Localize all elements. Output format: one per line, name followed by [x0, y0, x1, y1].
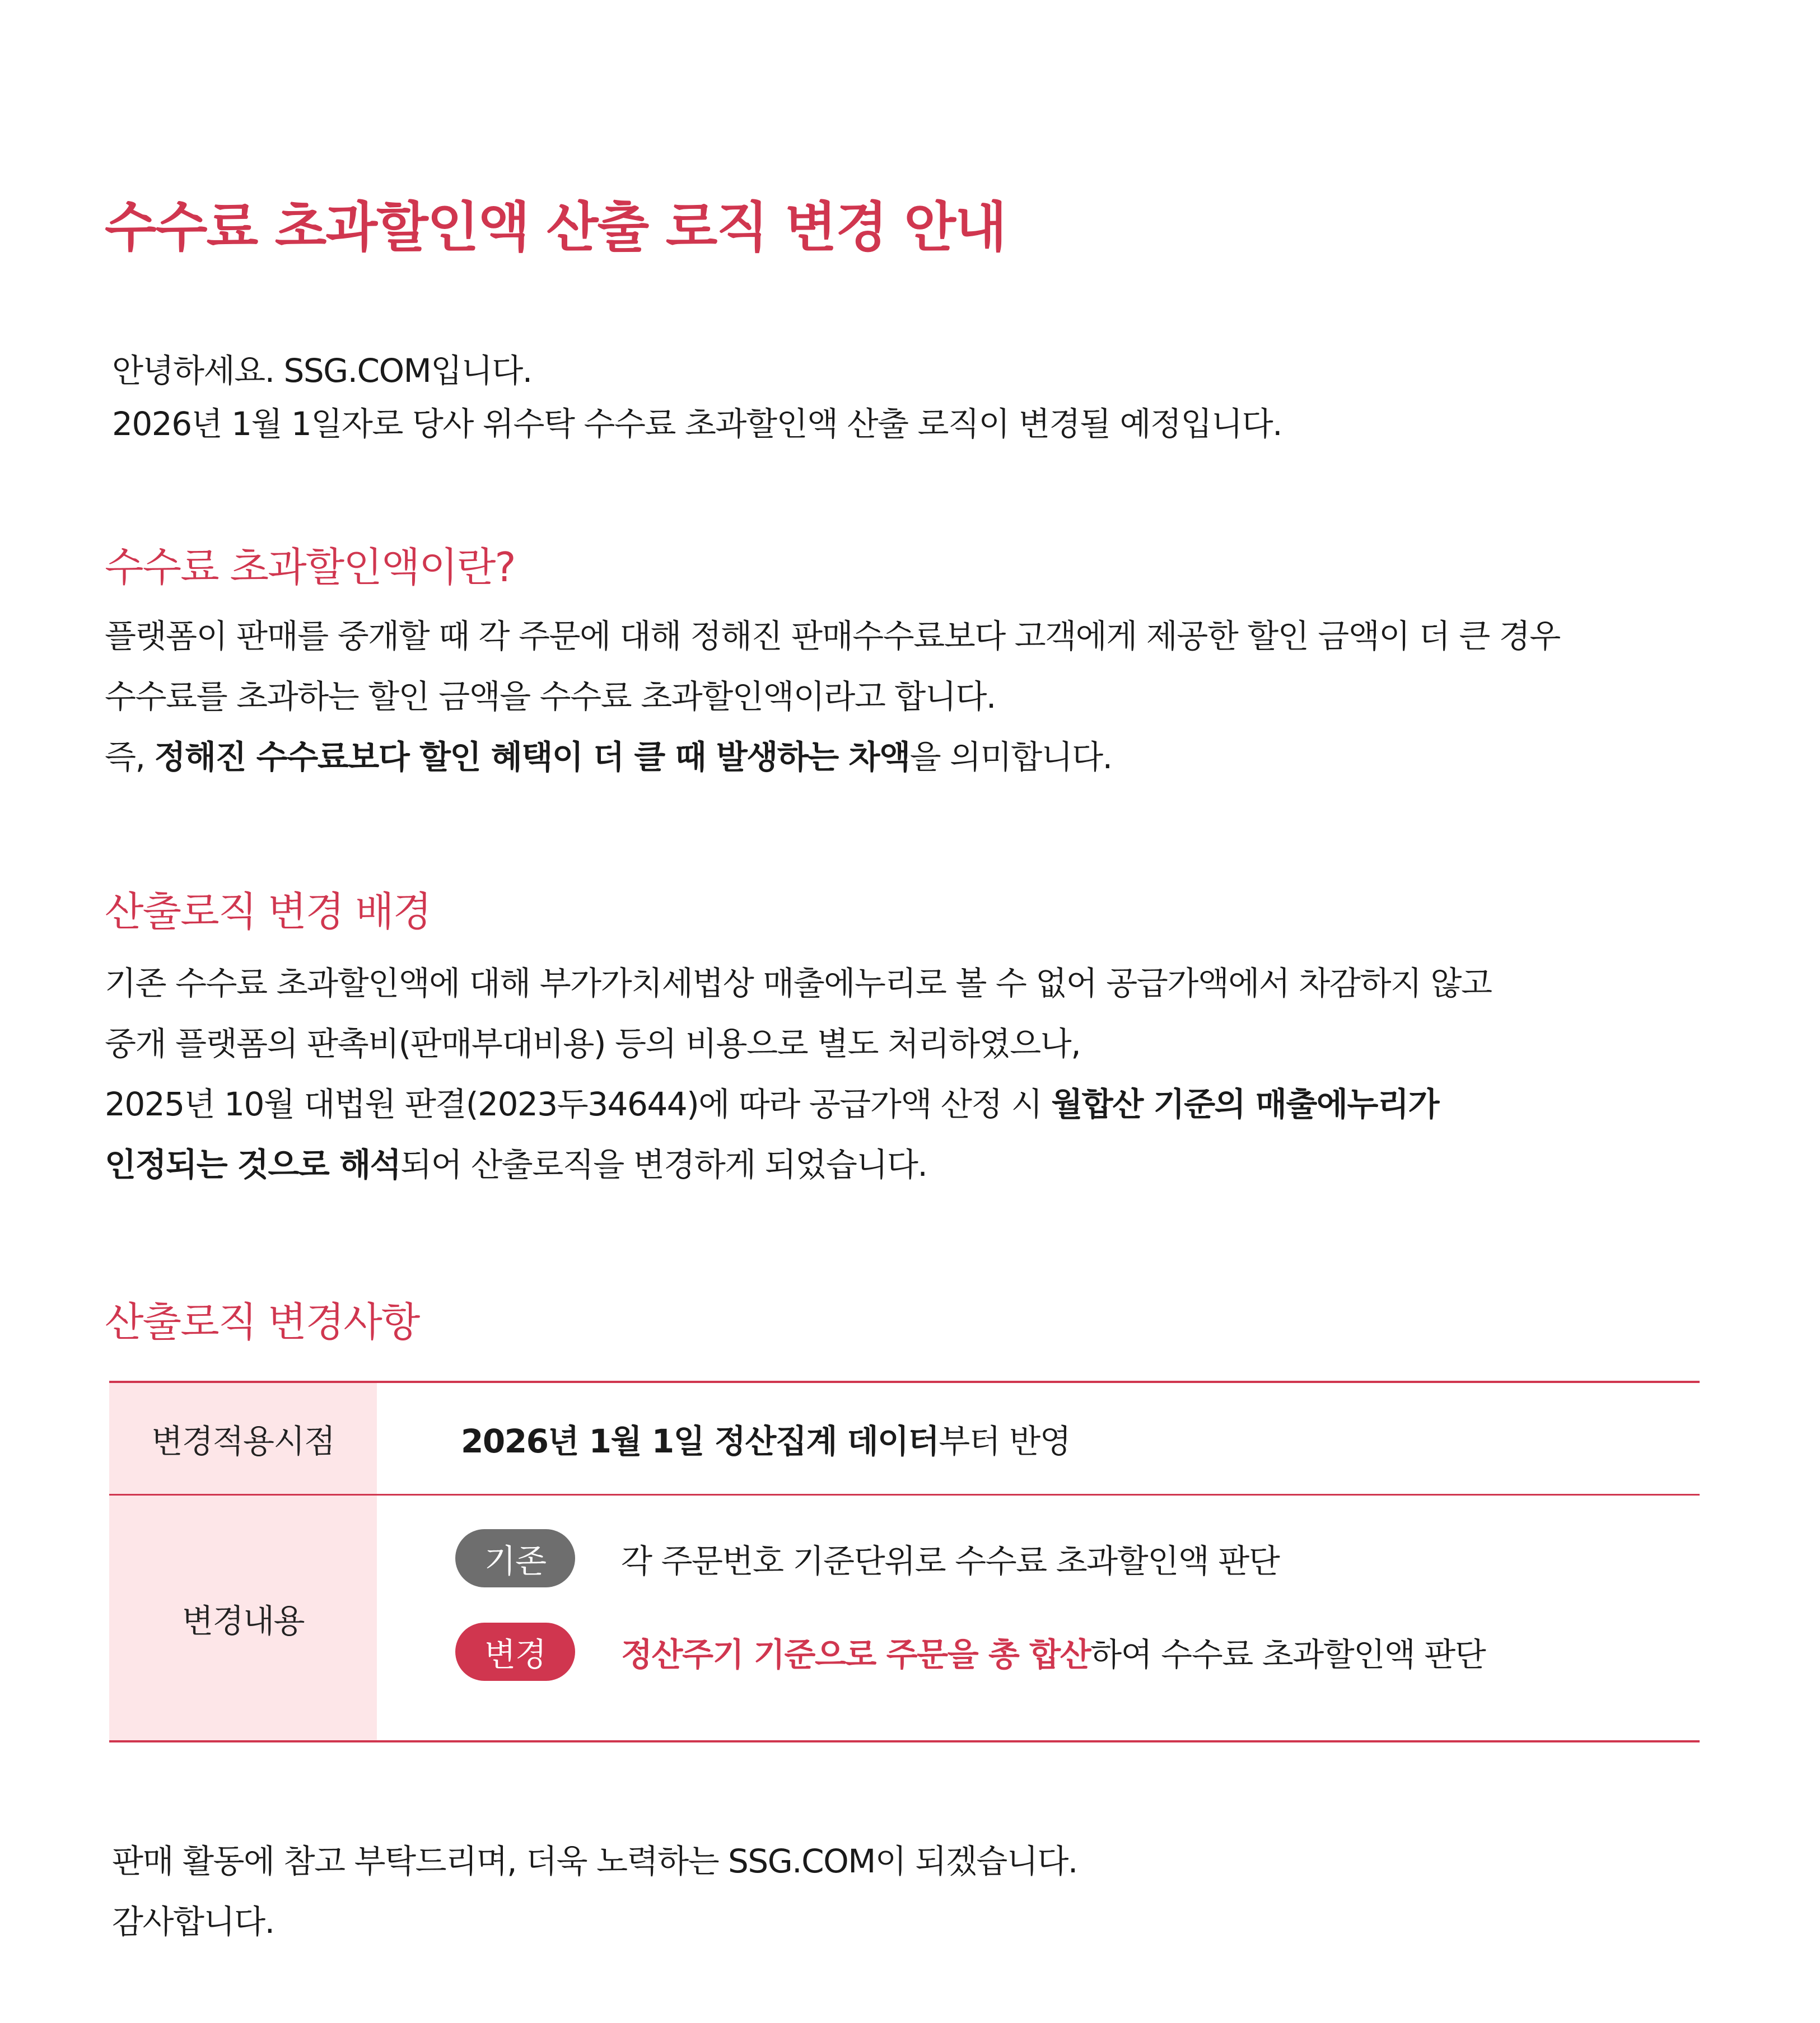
definition-paragraph [105, 606, 1560, 787]
after-suffix: 하여 수수료 초과할인액 판단 [1090, 1636, 1486, 1674]
background-highlight-2: 인정되는 것으로 해석 [105, 1146, 401, 1184]
closing-text [112, 1831, 1077, 1952]
changes-table [109, 1381, 1700, 1742]
section-title-changes: 산출로직 변경사항 [105, 1298, 419, 1345]
intro-text [112, 344, 1282, 451]
background-line-2: 중개 플랫폼의 판촉비(판매부대비용) 등의 비용으로 별도 처리하였으나, [105, 1025, 1081, 1063]
after-highlight: 정산주기 기준으로 주문을 총 합산 [621, 1636, 1091, 1674]
background-line-3 [105, 1074, 1491, 1134]
section-title-definition: 수수료 초과할인액이란? [105, 544, 515, 591]
background-line-3-prefix: 2025년 10월 대법원 판결(2023두34644)에 따라 공급가액 산정 시 [105, 1085, 1052, 1123]
background-line-4-suffix: 되어 산출로직을 변경하게 되었습니다. [400, 1146, 927, 1184]
closing-line-1: 판매 활동에 참고 부탁드리며, 더욱 노력하는 SSG.COM이 되겠습니다. [112, 1842, 1077, 1880]
after-text [621, 1628, 1485, 1675]
row-value-effective-date [377, 1383, 1700, 1494]
table-row [109, 1494, 1700, 1740]
definition-line-3-prefix: 즉, [105, 738, 155, 776]
row-value-change-content [377, 1496, 1700, 1740]
intro-line-2: 2026년 1월 1일자로 당사 위수탁 수수료 초과할인액 산출 로직이 변경될 예정입니다. [112, 405, 1282, 443]
effective-date-suffix: 부터 반영 [939, 1422, 1071, 1460]
before-item [455, 1529, 1279, 1587]
definition-line-3 [105, 727, 1560, 787]
background-paragraph [105, 953, 1491, 1195]
effective-date-bold: 2026년 1월 1일 정산집계 데이터 [461, 1422, 939, 1460]
before-tag: 기존 [455, 1529, 575, 1587]
background-line-1: 기존 수수료 초과할인액에 대해 부가가치세법상 매출에누리로 볼 수 없어 공급가액에서 차감하지 않고 [105, 964, 1492, 1002]
background-highlight-1: 월합산 기준의 매출에누리가 [1051, 1085, 1439, 1123]
definition-line-1: 플랫폼이 판매를 중개할 때 각 주문에 대해 정해진 판매수수료보다 고객에게 제공한 할인 금액이 더 큰 경우 [105, 617, 1560, 655]
table-row [109, 1383, 1700, 1494]
before-text: 각 주문번호 기준단위로 수수료 초과할인액 판단 [621, 1542, 1280, 1580]
after-tag: 변경 [455, 1623, 575, 1681]
definition-highlight: 정해진 수수료보다 할인 혜택이 더 클 때 발생하는 차액 [154, 738, 910, 776]
definition-line-3-suffix: 을 의미합니다. [909, 738, 1112, 776]
definition-line-2: 수수료를 초과하는 할인 금액을 수수료 초과할인액이라고 합니다. [105, 678, 996, 716]
background-line-4 [105, 1134, 1491, 1195]
after-item [455, 1623, 1485, 1681]
closing-line-2: 감사합니다. [112, 1903, 274, 1941]
row-label-effective-date: 변경적용시점 [109, 1383, 377, 1494]
intro-line-1: 안녕하세요. SSG.COM입니다. [112, 352, 532, 390]
section-title-background: 산출로직 변경 배경 [105, 888, 431, 935]
page-title: 수수료 초과할인액 산출 로직 변경 안내 [105, 196, 1006, 259]
row-label-change-content: 변경내용 [109, 1496, 377, 1740]
